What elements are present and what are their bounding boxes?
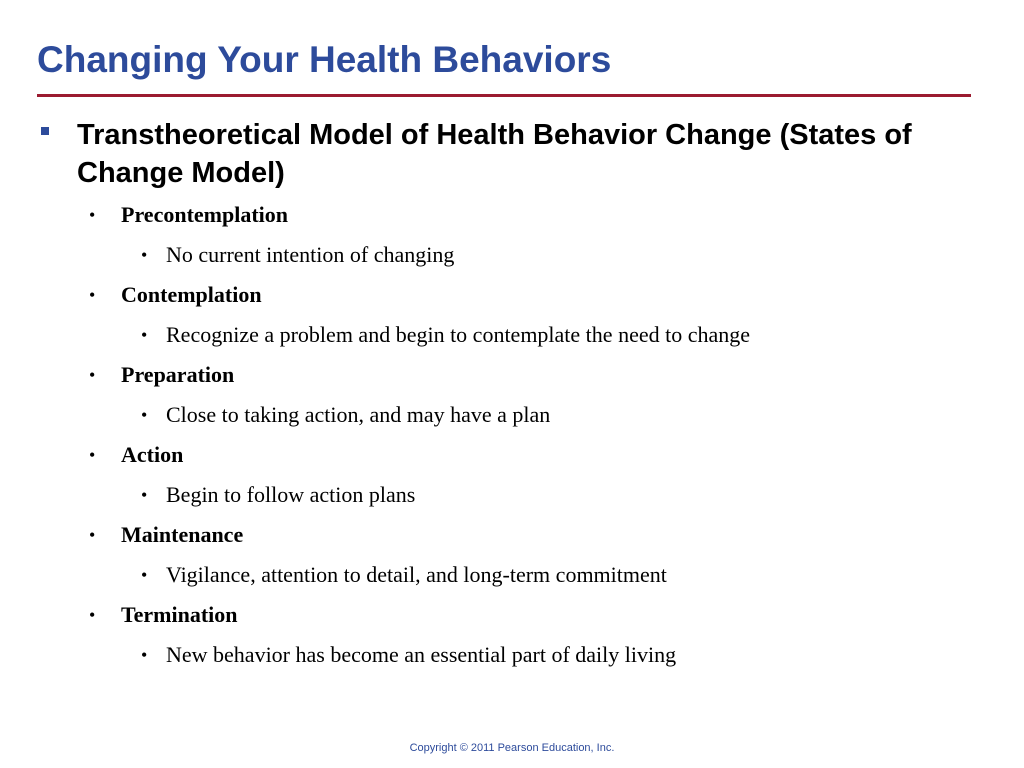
bullet-dot-icon: • — [89, 365, 96, 385]
stage-item-maintenance — [0, 520, 1024, 600]
bullet-dot-icon: • — [89, 205, 96, 225]
bullet-dot-icon: • — [89, 445, 96, 465]
stage-list — [0, 200, 1024, 680]
square-bullet-icon — [41, 127, 49, 135]
bullet-dot-icon: • — [141, 645, 148, 665]
stage-description: Begin to follow action plans — [166, 482, 416, 507]
bullet-dot-icon: • — [141, 325, 148, 345]
stage-item-termination — [0, 600, 1024, 680]
bullet-dot-icon: • — [89, 605, 96, 625]
main-point: Transtheoretical Model of Health Behavior Change (States of Change Model) — [77, 119, 912, 189]
bullet-dot-icon: • — [141, 485, 148, 505]
bullet-dot-icon: • — [141, 405, 148, 425]
stage-name: Preparation — [121, 362, 235, 387]
stage-item-preparation — [0, 360, 1024, 440]
stage-description: No current intention of changing — [166, 242, 455, 267]
stage-name: Action — [121, 442, 184, 467]
stage-name: Maintenance — [121, 522, 244, 547]
stage-name: Contemplation — [121, 282, 262, 307]
stage-item-contemplation — [0, 280, 1024, 360]
slide-title: Changing Your Health Behaviors — [37, 39, 612, 80]
bullet-dot-icon: • — [89, 285, 96, 305]
stage-description: New behavior has become an essential part of daily living — [166, 642, 677, 667]
stage-item-precontemplation — [0, 200, 1024, 280]
stage-name: Precontemplation — [121, 202, 289, 227]
stage-description: Recognize a problem and begin to contemplate the need to change — [166, 322, 750, 347]
stage-description: Vigilance, attention to detail, and long-term commitment — [166, 562, 667, 587]
stage-description: Close to taking action, and may have a plan — [166, 402, 551, 427]
bullet-dot-icon: • — [141, 565, 148, 585]
stage-name: Termination — [121, 602, 238, 627]
copyright-notice: Copyright © 2011 Pearson Education, Inc. — [409, 742, 615, 754]
title-divider — [37, 94, 971, 97]
bullet-dot-icon: • — [89, 525, 96, 545]
bullet-dot-icon: • — [141, 245, 148, 265]
stage-item-action — [0, 440, 1024, 520]
